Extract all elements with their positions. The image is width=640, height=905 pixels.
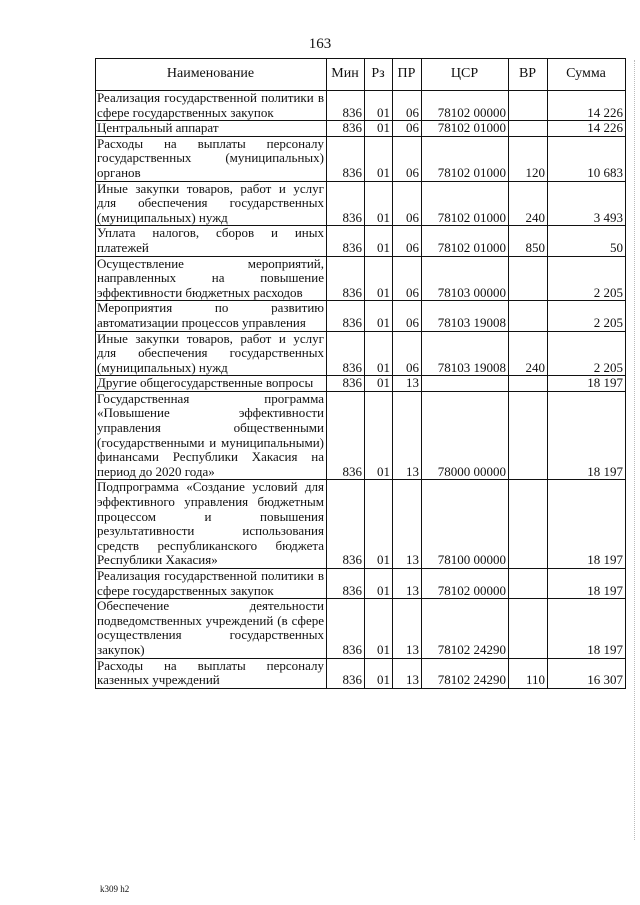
cell-csr: 78102 01000: [422, 121, 509, 137]
page-number: 163: [308, 36, 332, 52]
table-row: [96, 91, 626, 121]
budget-table: [95, 58, 626, 689]
cell-vr: [509, 301, 548, 331]
cell-sum: 2 205: [548, 301, 626, 331]
cell-vr: [509, 569, 548, 599]
cell-vr: 850: [509, 226, 548, 256]
table-row: [96, 391, 626, 480]
cell-pr: 13: [393, 658, 422, 688]
scan-edge-marks: [634, 60, 636, 840]
cell-pr: 13: [393, 569, 422, 599]
cell-vr: 110: [509, 658, 548, 688]
cell-min: 836: [327, 376, 365, 392]
header-pr: ПР: [393, 59, 422, 91]
cell-min: 836: [327, 136, 365, 181]
header-vr: ВР: [509, 59, 548, 91]
cell-csr: 78102 24290: [422, 658, 509, 688]
table-header-row: [96, 59, 626, 91]
header-name: Наименование: [96, 59, 327, 91]
cell-vr: [509, 91, 548, 121]
cell-sum: 2 205: [548, 331, 626, 376]
cell-sum: 18 197: [548, 569, 626, 599]
table-row: [96, 599, 626, 658]
table-row: [96, 301, 626, 331]
cell-rz: 01: [365, 376, 393, 392]
table-row: [96, 256, 626, 301]
cell-pr: 06: [393, 301, 422, 331]
cell-name: Мероприятия по развитию автоматизации процессов управления: [96, 301, 327, 331]
table-row: [96, 226, 626, 256]
cell-vr: [509, 376, 548, 392]
cell-min: 836: [327, 658, 365, 688]
cell-rz: 01: [365, 658, 393, 688]
cell-pr: 06: [393, 121, 422, 137]
cell-sum: 14 226: [548, 121, 626, 137]
cell-name: Центральный аппарат: [96, 121, 327, 137]
header-rz: Рз: [365, 59, 393, 91]
cell-name: Подпрограмма «Создание условий для эффективного управления бюджетным процессом и повышения результативности использования средств республиканского бюджета Республики Хакасия»: [96, 480, 327, 569]
cell-vr: [509, 121, 548, 137]
cell-min: 836: [327, 121, 365, 137]
cell-min: 836: [327, 391, 365, 480]
cell-sum: 3 493: [548, 181, 626, 226]
cell-sum: 50: [548, 226, 626, 256]
cell-rz: 01: [365, 121, 393, 137]
cell-pr: 06: [393, 136, 422, 181]
cell-csr: 78102 01000: [422, 181, 509, 226]
cell-min: 836: [327, 569, 365, 599]
cell-pr: 06: [393, 256, 422, 301]
cell-name: Реализация государственной политики в сфере государственных закупок: [96, 569, 327, 599]
header-csr: ЦСР: [422, 59, 509, 91]
header-sum: Сумма: [548, 59, 626, 91]
cell-vr: 240: [509, 181, 548, 226]
cell-csr: 78102 24290: [422, 599, 509, 658]
cell-vr: [509, 256, 548, 301]
cell-name: Обеспечение деятельности подведомственных учреждений (в сфере осуществления государственных закупок): [96, 599, 327, 658]
cell-csr: 78103 00000: [422, 256, 509, 301]
table-row: [96, 136, 626, 181]
cell-rz: 01: [365, 599, 393, 658]
cell-min: 836: [327, 91, 365, 121]
cell-name: Осуществление мероприятий, направленных на повышение эффективности бюджетных расходов: [96, 256, 327, 301]
table-row: [96, 376, 626, 392]
cell-vr: [509, 599, 548, 658]
cell-sum: 14 226: [548, 91, 626, 121]
cell-min: 836: [327, 226, 365, 256]
cell-csr: 78000 00000: [422, 391, 509, 480]
cell-csr: 78102 00000: [422, 569, 509, 599]
cell-name: Расходы на выплаты персоналу государственных (муниципальных) органов: [96, 136, 327, 181]
cell-rz: 01: [365, 331, 393, 376]
cell-sum: 18 197: [548, 376, 626, 392]
cell-vr: [509, 391, 548, 480]
cell-csr: 78102 00000: [422, 91, 509, 121]
cell-vr: [509, 480, 548, 569]
cell-rz: 01: [365, 480, 393, 569]
footer-code: k309 h2: [100, 884, 130, 894]
cell-rz: 01: [365, 91, 393, 121]
cell-name: Другие общегосударственные вопросы: [96, 376, 327, 392]
table-row: [96, 121, 626, 137]
cell-name: Иные закупки товаров, работ и услуг для обеспечения государственных (муниципальных) нужд: [96, 331, 327, 376]
cell-csr: 78100 00000: [422, 480, 509, 569]
cell-name: Государственная программа «Повышение эффективности управления общественными (государственными и муниципальными) финансами Республики Хакасия на период до 2020 года»: [96, 391, 327, 480]
cell-min: 836: [327, 331, 365, 376]
cell-rz: 01: [365, 181, 393, 226]
cell-name: Иные закупки товаров, работ и услуг для обеспечения государственных (муниципальных) нужд: [96, 181, 327, 226]
table-row: [96, 658, 626, 688]
cell-csr: 78103 19008: [422, 301, 509, 331]
cell-pr: 06: [393, 226, 422, 256]
header-min: Мин: [327, 59, 365, 91]
cell-sum: 18 197: [548, 391, 626, 480]
cell-csr: 78102 01000: [422, 136, 509, 181]
cell-sum: 10 683: [548, 136, 626, 181]
cell-sum: 18 197: [548, 480, 626, 569]
cell-pr: 13: [393, 391, 422, 480]
cell-min: 836: [327, 480, 365, 569]
cell-rz: 01: [365, 301, 393, 331]
cell-sum: 18 197: [548, 599, 626, 658]
cell-name: Расходы на выплаты персоналу казенных учреждений: [96, 658, 327, 688]
cell-sum: 2 205: [548, 256, 626, 301]
cell-rz: 01: [365, 569, 393, 599]
cell-pr: 06: [393, 91, 422, 121]
cell-rz: 01: [365, 226, 393, 256]
cell-vr: 120: [509, 136, 548, 181]
cell-min: 836: [327, 181, 365, 226]
cell-min: 836: [327, 256, 365, 301]
cell-pr: 06: [393, 331, 422, 376]
cell-vr: 240: [509, 331, 548, 376]
cell-pr: 13: [393, 376, 422, 392]
cell-csr: 78103 19008: [422, 331, 509, 376]
cell-pr: 06: [393, 181, 422, 226]
cell-min: 836: [327, 599, 365, 658]
cell-pr: 13: [393, 480, 422, 569]
table-row: [96, 331, 626, 376]
cell-rz: 01: [365, 256, 393, 301]
cell-rz: 01: [365, 136, 393, 181]
cell-name: Уплата налогов, сборов и иных платежей: [96, 226, 327, 256]
cell-csr: 78102 01000: [422, 226, 509, 256]
table-row: [96, 480, 626, 569]
cell-min: 836: [327, 301, 365, 331]
table-body: [96, 91, 626, 689]
cell-pr: 13: [393, 599, 422, 658]
cell-sum: 16 307: [548, 658, 626, 688]
table-row: [96, 181, 626, 226]
cell-rz: 01: [365, 391, 393, 480]
cell-name: Реализация государственной политики в сфере государственных закупок: [96, 91, 327, 121]
cell-csr: [422, 376, 509, 392]
table-row: [96, 569, 626, 599]
